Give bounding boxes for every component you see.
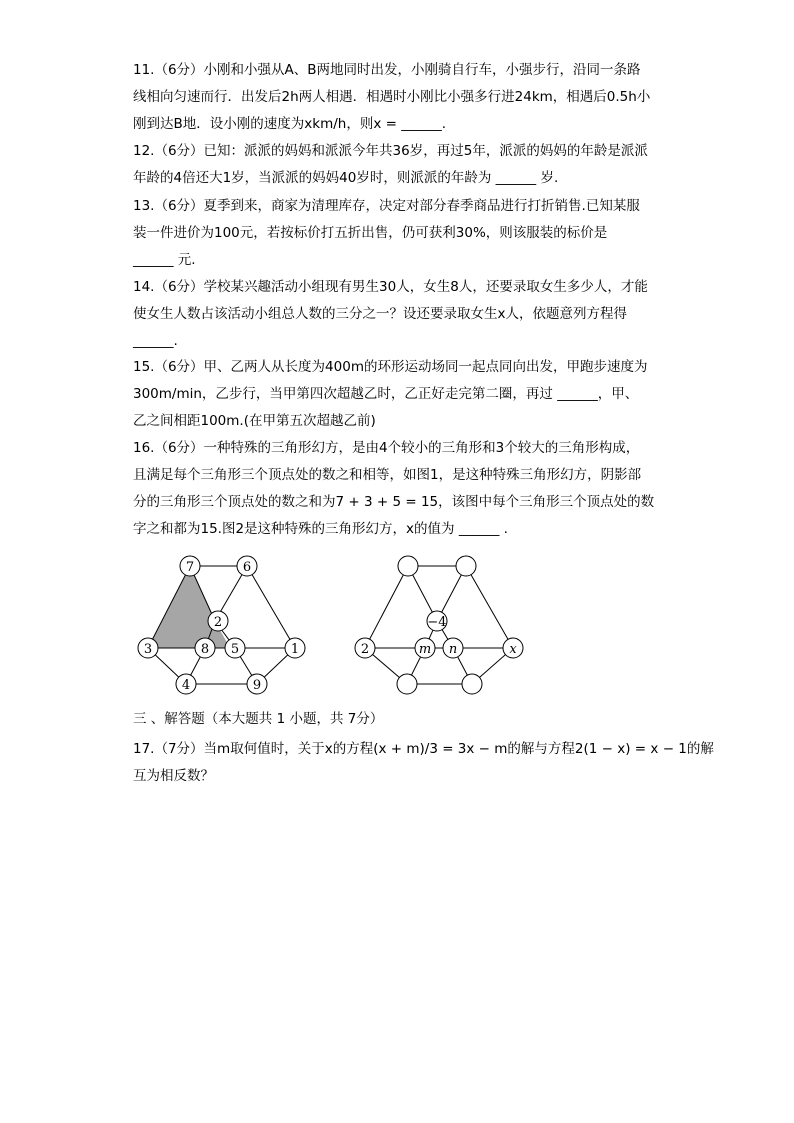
q15-line-1: 15.（6分）甲、乙两人从长度为400m的环形运动场同一起点同向出发，甲跑步速度为 (133, 359, 648, 375)
node-label: 5 (230, 642, 240, 657)
node-label: 7 (185, 560, 195, 575)
q15-line-3: 乙之间相距100m.(在甲第五次超越乙前) (133, 413, 376, 429)
q16-line-4: 字之和都为15.图2是这种特殊的三角形幻方，x的值为 ______ . (133, 521, 508, 537)
q13-line-1: 13.（6分）夏季到来，商家为清理库存，决定对部分春季商品进行打折销售.已知某服 (133, 198, 640, 214)
q17-line-1: 17.（7分）当m取何值时，关于x的方程(x + m)/3 = 3x − m的解与方程2(1 − x) = x − 1的解 (133, 741, 714, 757)
q14-line-3: ______. (133, 333, 178, 349)
q13-line-3: ______ 元. (133, 252, 196, 268)
node-label: 2 (360, 642, 370, 657)
node-label: 2 (213, 615, 223, 630)
node-circle (398, 556, 418, 576)
node-label: n (448, 642, 458, 657)
node-label: 3 (143, 642, 153, 657)
node-circle (456, 556, 476, 576)
node-circle (462, 674, 482, 694)
q16-line-1: 16.（6分）一种特殊的三角形幻方，是由4个较小的三角形和3个较大的三角形构成， (133, 440, 640, 456)
q12-line-1: 12.（6分）已知：派派的妈妈和派派今年共36岁，再过5年，派派的妈妈的年龄是派派 (133, 143, 648, 159)
q11-line-1: 11.（6分）小刚和小强从A、B两地同时出发，小刚骑自行车，小强步行，沿同一条路 (133, 62, 641, 78)
shaded-triangle (148, 566, 230, 648)
q14-line-2: 使女生人数占该活动小组总人数的三分之一？设还要录取女生x人，依题意列方程得 (133, 306, 627, 322)
node-label: −4 (427, 615, 447, 630)
q11-line-2: 线相向匀速而行．出发后2h两人相遇．相遇时小刚比小强多行进24km，相遇后0.5h小 (133, 89, 651, 105)
node-label: 4 (181, 678, 191, 693)
q14-line-1: 14.（6分）学校某兴趣活动小组现有男生30人，女生8人，还要录取女生多少人，才能 (133, 279, 648, 295)
q11-line-3: 刚到达B地．设小刚的速度为xkm/h，则x = ______. (133, 116, 446, 132)
q16-line-2: 且满足每个三角形三个顶点处的数之和相等，如图1，是这种特殊三角形幻方，阴影部 (133, 467, 642, 483)
node-circle (397, 674, 417, 694)
q15-line-2: 300m/min，乙步行，当甲第四次超越乙时，乙正好走完第二圈，再过 ______，甲、 (133, 386, 639, 402)
node-label: 9 (252, 678, 262, 693)
node-label: 1 (290, 642, 300, 657)
section-heading: 三 、解答题（本大题共 1 小题，共 7分） (133, 711, 384, 727)
q16-line-3: 分的三角形三个顶点处的数之和为7 + 3 + 5 = 15，该图中每个三角形三个顶点处的数 (133, 494, 655, 510)
node-label: 6 (242, 560, 252, 575)
node-label: 8 (200, 642, 210, 657)
node-label: x (509, 642, 517, 657)
q12-line-2: 年龄的4倍还大1岁，当派派的妈妈40岁时，则派派的年龄为 ______ 岁. (133, 170, 559, 186)
q17-line-2: 互为相反数？ (133, 768, 214, 784)
node-label: m (418, 642, 432, 657)
magic-triangle-figures (130, 548, 550, 708)
q13-line-2: 装一件进价为100元，若按标价打五折出售，仍可获利30%，则该服装的标价是 (133, 225, 608, 241)
